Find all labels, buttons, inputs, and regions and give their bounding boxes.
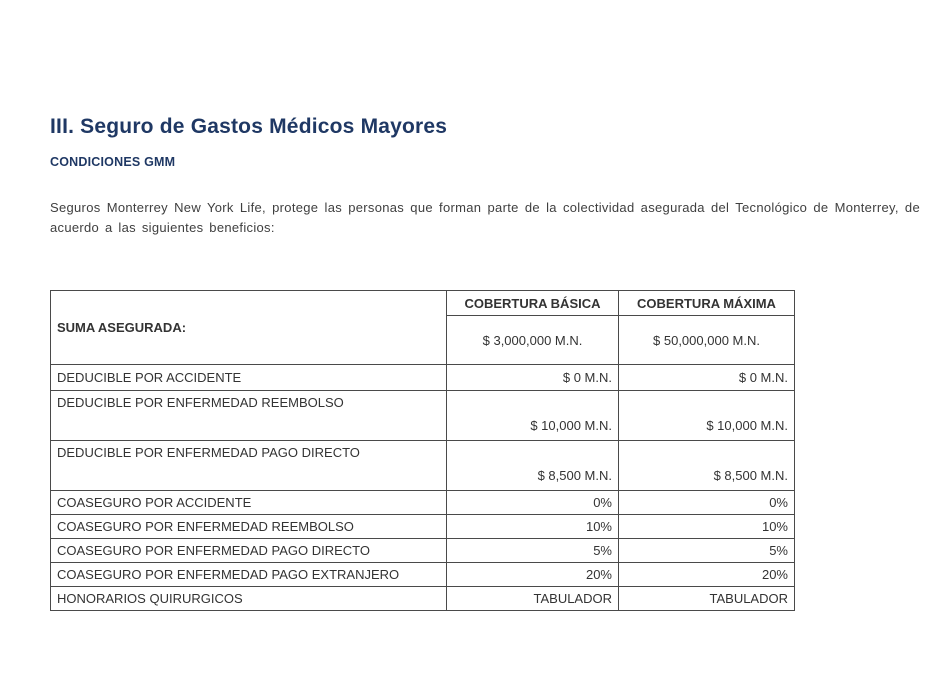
table-header-row: [51, 291, 795, 316]
table-row: [51, 491, 795, 515]
row-value-basica: $ 10,000 M.N.: [447, 391, 619, 441]
header-cobertura-basica: COBERTURA BÁSICA: [447, 291, 619, 316]
row-value-maxima: $ 0 M.N.: [619, 365, 795, 391]
row-value-basica: TABULADOR: [447, 587, 619, 611]
intro-paragraph: Seguros Monterrey New York Life, protege las personas que forman parte de la colectividad asegurada del Tecnológico de Monterrey, de acuerdo a las siguientes beneficios:: [50, 200, 920, 235]
row-value-basica: 20%: [447, 563, 619, 587]
row-label: COASEGURO POR ENFERMEDAD PAGO DIRECTO: [51, 539, 447, 563]
table-row: [51, 391, 795, 441]
table-row: [51, 563, 795, 587]
row-label: COASEGURO POR ACCIDENTE: [51, 491, 447, 515]
row-label: COASEGURO POR ENFERMEDAD PAGO EXTRANJERO: [51, 563, 447, 587]
row-value-maxima: 5%: [619, 539, 795, 563]
table-row: [51, 539, 795, 563]
row-label: HONORARIOS QUIRURGICOS: [51, 587, 447, 611]
row-label: DEDUCIBLE POR ACCIDENTE: [51, 365, 447, 391]
table-row: [51, 365, 795, 391]
row-value-maxima: 0%: [619, 491, 795, 515]
row-value-basica: 5%: [447, 539, 619, 563]
table-row: [51, 515, 795, 539]
row-value-maxima: 20%: [619, 563, 795, 587]
row-value-basica: 10%: [447, 515, 619, 539]
row-value-maxima: 10%: [619, 515, 795, 539]
row-label: DEDUCIBLE POR ENFERMEDAD PAGO DIRECTO: [51, 441, 447, 491]
row-value-basica: $ 0 M.N.: [447, 365, 619, 391]
row-value-maxima: TABULADOR: [619, 587, 795, 611]
row-value-basica: $ 8,500 M.N.: [447, 441, 619, 491]
row-label: DEDUCIBLE POR ENFERMEDAD REEMBOLSO: [51, 391, 447, 441]
row-value-maxima: $ 10,000 M.N.: [619, 391, 795, 441]
row-value-maxima: $ 8,500 M.N.: [619, 441, 795, 491]
header-suma-asegurada: SUMA ASEGURADA:: [51, 291, 447, 365]
section-subtitle: CONDICIONES GMM: [50, 155, 176, 169]
header-cobertura-maxima: COBERTURA MÁXIMA: [619, 291, 795, 316]
amount-basica: $ 3,000,000 M.N.: [447, 316, 619, 365]
row-value-basica: 0%: [447, 491, 619, 515]
table-row: [51, 587, 795, 611]
amount-maxima: $ 50,000,000 M.N.: [619, 316, 795, 365]
row-label: COASEGURO POR ENFERMEDAD REEMBOLSO: [51, 515, 447, 539]
table-row: [51, 441, 795, 491]
coverage-table: [50, 290, 795, 611]
page-title: III. Seguro de Gastos Médicos Mayores: [50, 115, 448, 138]
